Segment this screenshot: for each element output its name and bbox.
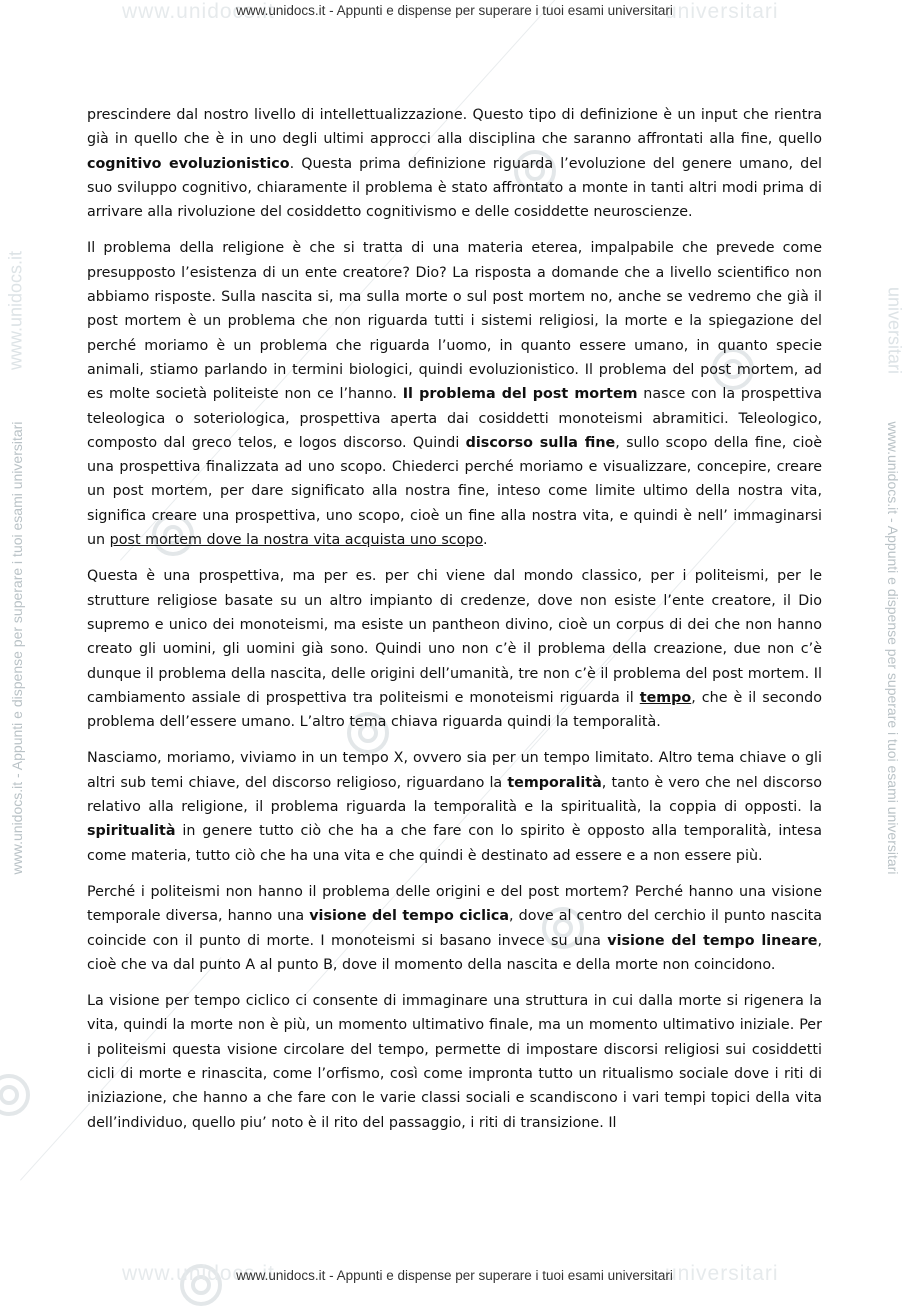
text-run: in genere tutto ciò che ha a che fare con lo spirito è opposto alla temporalità, intesa come materia, tutto ciò che ha una vita e che quindi è destinato ad essere e a non essere più. bbox=[87, 823, 822, 864]
emphasis-text: visione del tempo lineare bbox=[607, 932, 818, 949]
footer-watermark-banner: www.unidocs.it - Appunti e dispense per superare i tuoi esami universitari bbox=[236, 1268, 673, 1283]
ghost-universitari-bottom: universitari bbox=[665, 1262, 779, 1285]
paragraph bbox=[87, 880, 822, 977]
text-run: , sullo scopo della fine, cioè una prospettiva finalizzata ad uno scopo. Chiederci perché moriamo e visualizzare, concepire, creare un post mortem, per dare significato alla nostra fine, inteso come limite ultimo della nostra vita, significa creare una prospettiva, uno scopo, cioè un fine alla nostra vita, e quindi è nell’ immaginarsi un bbox=[87, 434, 822, 549]
emphasis-text: discorso sulla fine bbox=[465, 434, 616, 451]
emphasis-text: spiritualità bbox=[87, 823, 176, 840]
text-run: Il problema della religione è che si tratta di una materia eterea, impalpabile che prevede come presupposto l’esistenza di un ente creatore? Dio? La risposta a domande che a livello scientifico non abbiamo risposte. Sulla nascita si, ma sulla morte o sul post mortem no, anche se vedremo che già il post mortem è un problema che non riguarda tutti i sistemi religiosi, la morte e la spiegazione del perché moriamo è un problema che riguarda l’uomo, in quanto essere umano, in quanto specie animali, stiamo parlando in termini biologici, quindi evoluzionistico. Il problema del post mortem, ad es molte società politeiste non ce l’hanno. bbox=[87, 240, 822, 403]
text-run: , tanto è vero che nel discorso relativo alla religione, il problema riguarda la temporalità e la spiritualità, la coppia di opposti. la bbox=[87, 774, 822, 816]
watermark-logo-icon bbox=[0, 1072, 32, 1118]
underlined-text: post mortem dove la nostra vita acquista uno scopo bbox=[109, 532, 483, 549]
left-side-watermark: www.unidocs.it - Appunti e dispense per superare i tuoi esami universitari bbox=[9, 421, 25, 875]
right-side-watermark: www.unidocs.it - Appunti e dispense per superare i tuoi esami universitari bbox=[885, 421, 901, 875]
paragraph bbox=[87, 989, 822, 1135]
text-run: , dove al centro del cerchio il punto nascita coincide con il punto di morte. I monoteismi si basano invece su una bbox=[87, 908, 822, 949]
text-run: nasce con la prospettiva teleologica o soteriologica, prospettiva aperta dai cosiddetti monoteismi abramitici. Teleologico, composto dal greco telos, e logos discorso. Quindi bbox=[87, 386, 822, 451]
text-run: , cioè che va dal punto A al punto B, dove il momento della nascita e della morte non coincidono. bbox=[87, 932, 822, 973]
ghost-universitari-top: universitari bbox=[665, 0, 779, 23]
ghost-site-top: www.unidocs.it bbox=[122, 0, 275, 23]
document-body bbox=[87, 103, 822, 1147]
left-side-ghost: www.unidocs.it bbox=[5, 250, 26, 371]
right-side-ghost: universitari bbox=[884, 286, 905, 375]
text-run: , che è il secondo problema dell’essere umano. L’altro tema chiava riguarda quindi la temporalità. bbox=[87, 689, 822, 731]
text-run: . bbox=[482, 532, 488, 549]
header-watermark-banner: www.unidocs.it - Appunti e dispense per superare i tuoi esami universitari bbox=[236, 3, 673, 18]
emphasis-text: cognitivo evoluzionistico bbox=[87, 155, 290, 172]
emphasis-text: tempo bbox=[639, 689, 692, 706]
emphasis-text: Il problema del post mortem bbox=[402, 386, 638, 403]
text-run: Nasciamo, moriamo, viviamo in un tempo X, ovvero sia per un tempo limitato. Altro tema chiave o gli altri sub temi chiave, del discorso religioso, riguardano la bbox=[87, 750, 822, 791]
paragraph bbox=[87, 236, 822, 552]
text-run: . Questa prima definizione riguarda l’evoluzione del genere umano, del suo sviluppo cognitivo, chiaramente il problema è stato affrontato a monte in tanti altri modi prima di arrivare alla rivoluzione del cosiddetto cognitivismo e delle cosiddette neuroscienze. bbox=[87, 155, 822, 221]
paragraph bbox=[87, 746, 822, 867]
text-run: Perché i politeismi non hanno il problema delle origini e del post mortem? Perché hanno una visione temporale diversa, hanno una bbox=[87, 883, 822, 925]
text-run: Questa è una prospettiva, ma per es. per chi viene dal mondo classico, per i politeismi, per le strutture religiose basate su un altro impianto di credenze, dove non esiste l’ente creatore, il Dio supremo e unico dei monoteismi, ma esiste un pantheon divino, cioè un corpus di dei che non hanno creato gli uomini, gli uomini già sono. Quindi uno non c’è il problema della creazione, due non c’è dunque il problema della nascita, delle origini dell’umanità, tre non c’è il problema del post mortem. Il cambiamento assiale di prospettiva tra politeismi e monoteismi riguarda il bbox=[87, 568, 822, 706]
ghost-site-bottom: www.unidocs.it bbox=[122, 1262, 275, 1285]
text-run: prescindere dal nostro livello di intellettualizzazione. Questo tipo di definizione è un input che rientra già in quello che è in uno degli ultimi approcci alla disciplina che saranno affrontati alla fine, quello bbox=[87, 107, 822, 148]
emphasis-text: temporalità bbox=[507, 774, 602, 791]
paragraph bbox=[87, 564, 822, 734]
paragraph bbox=[87, 103, 822, 224]
text-run: La visione per tempo ciclico ci consente di immaginare una struttura in cui dalla morte si rigenera la vita, quindi la morte non è più, un momento ultimativo finale, ma un momento ultimativo iniziale. Per i politeismi questa visione circolare del tempo, permette di impostare discorsi religiosi sui cosiddetti cicli di morte e rinascita, come l’orfismo, così come impronta tutto un ritualismo sociale dove i riti di iniziazione, che hanno a che fare con le varie classi sociali e scandiscono i vari tempi topici della vita dell’individuo, quello piu’ noto è il rito del passaggio, i riti di transizione. Il bbox=[87, 993, 822, 1131]
emphasis-text: visione del tempo ciclica bbox=[309, 908, 510, 925]
